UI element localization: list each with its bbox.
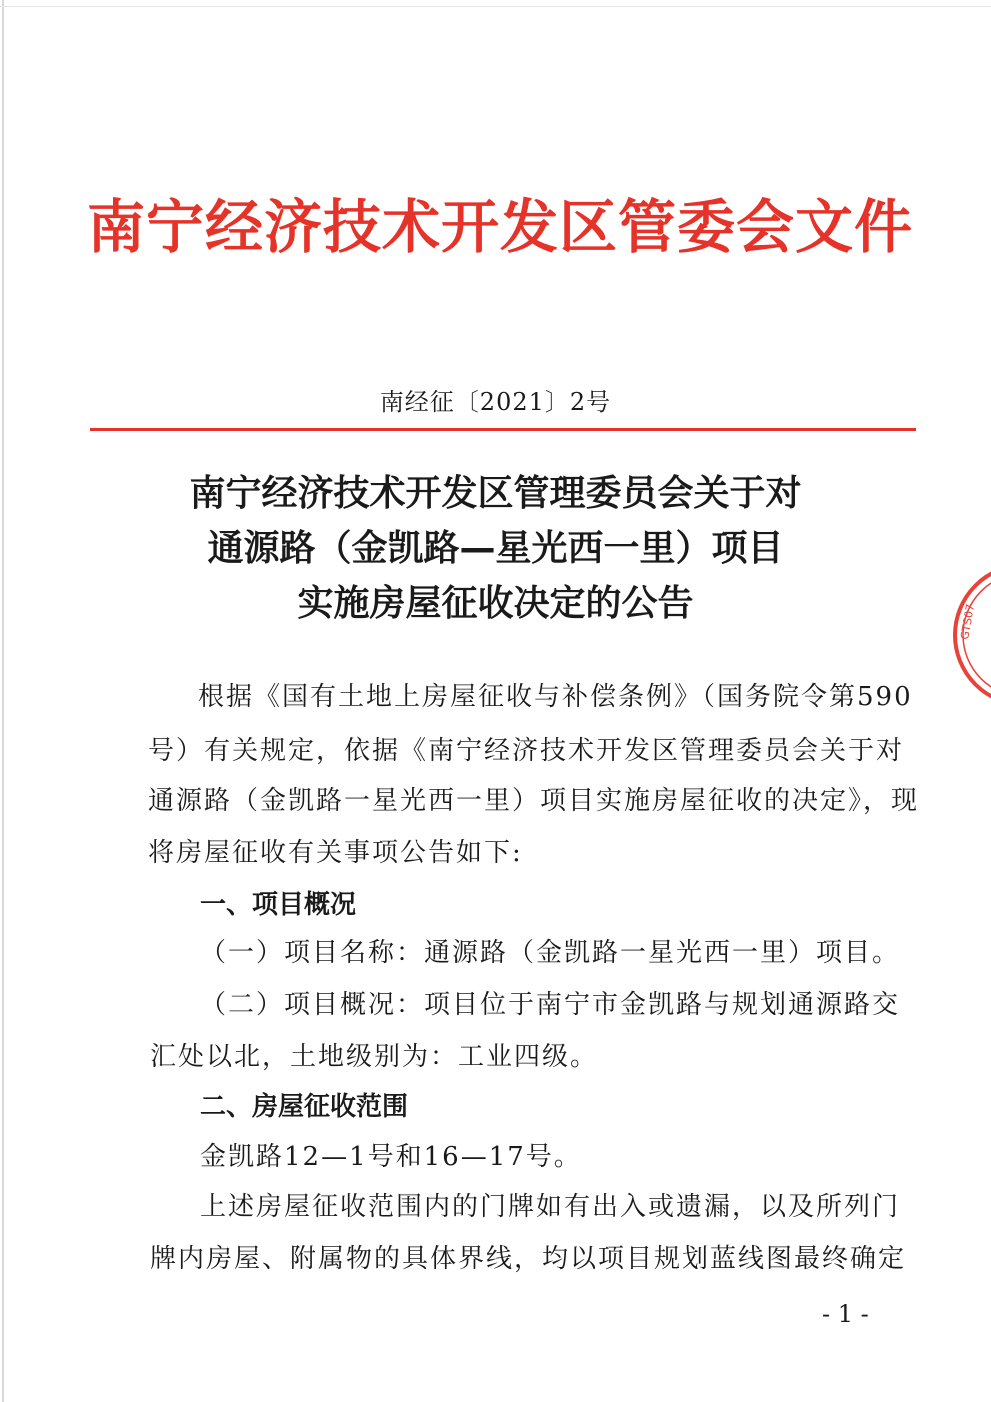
section-2-note-line-1: 上述房屋征收范围内的门牌如有出入或遗漏，以及所列门 <box>200 1192 901 1222</box>
notice-title <box>0 466 991 631</box>
section-2-heading: 二、房屋征收范围 <box>200 1092 409 1122</box>
document-number: 南经征〔2021〕2号 <box>379 388 612 416</box>
section-1-heading: 一、项目概况 <box>200 890 357 920</box>
red-divider-line <box>90 428 916 431</box>
agency-header-title: 南宁经济技术开发区管委会文件 <box>86 193 913 261</box>
section-2-scope: 金凯路12—1号和16—17号。 <box>200 1142 582 1172</box>
title-line-1: 南宁经济技术开发区管理委员会关于对 <box>189 473 802 514</box>
seal-fragment-text: GTS07 <box>958 602 978 641</box>
title-line-2: 通源路（金凯路—星光西一里）项目 <box>207 528 784 569</box>
intro-line-2: 号）有关规定，依据《南宁经济技术开发区管理委员会关于对 <box>148 736 905 766</box>
section-2-note-line-2: 牌内房屋、附属物的具体界线，均以项目规划蓝线图最终确定 <box>150 1244 907 1274</box>
section-1-item-1: （一）项目名称：通源路（金凯路一星光西一里）项目。 <box>200 938 901 968</box>
section-1-item-2-line-1: （二）项目概况：项目位于南宁市金凯路与规划通源路交 <box>200 990 901 1020</box>
title-line-3: 实施房屋征收决定的公告 <box>297 583 694 624</box>
official-seal-fragment <box>950 560 991 710</box>
page-number: - 1 - <box>822 1300 869 1328</box>
intro-line-4: 将房屋征收有关事项公告如下: <box>148 838 523 868</box>
scan-top-edge <box>0 6 991 7</box>
scan-left-edge <box>2 0 4 1402</box>
intro-line-3: 通源路（金凯路一星光西一里）项目实施房屋征收的决定》，现 <box>148 786 920 816</box>
intro-line-1: 根据《国有土地上房屋征收与补偿条例》（国务院令第590 <box>198 682 913 712</box>
section-1-item-2-line-2: 汇处以北，土地级别为：工业四级。 <box>150 1042 599 1072</box>
